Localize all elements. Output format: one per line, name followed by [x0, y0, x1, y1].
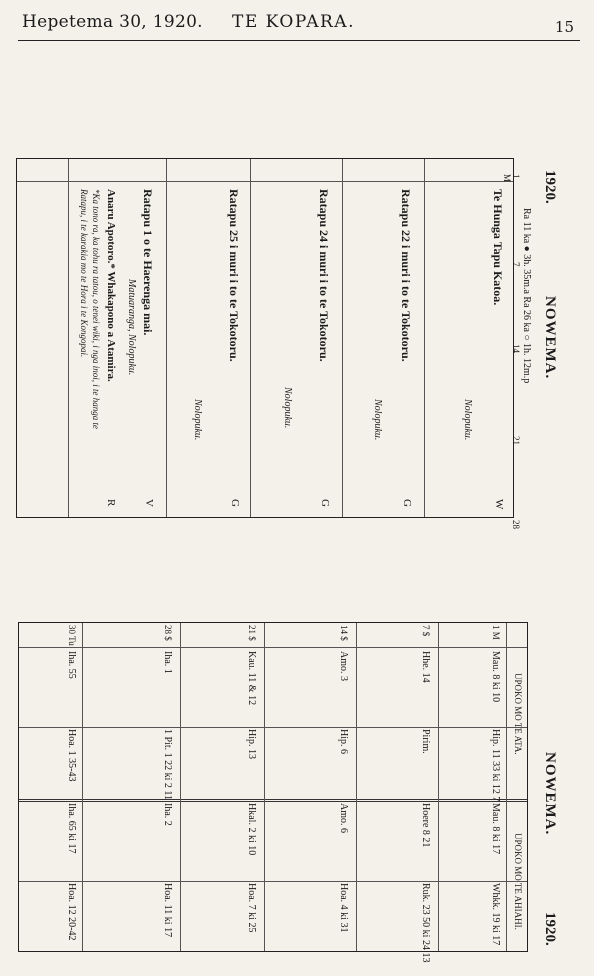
cal2-year: 1920. — [542, 912, 558, 946]
cal2-cell: Pirim. — [420, 729, 431, 754]
cal2-week-rule — [82, 623, 83, 951]
cal1-year: 1920. — [542, 170, 558, 204]
calendar-church-upper — [16, 158, 558, 518]
cal2-day: 14 $ — [339, 625, 349, 641]
cal2-cell: Hoa. 11 ki 17 — [162, 883, 173, 938]
cal2-col-divider — [19, 799, 527, 802]
cal2-cell: Hhe. 14 — [420, 651, 431, 683]
cal1-frame — [16, 158, 514, 518]
cal2-cell: Hip. 11 33 ki 12 7 — [490, 729, 501, 802]
cal2-week-rule — [356, 623, 357, 951]
cal2-cell: Hip. 6 — [338, 729, 349, 754]
cal2-cell: Hip. 13 — [246, 729, 257, 759]
day-number: 28 — [511, 520, 521, 529]
cal2-cell: Amo. 3 — [338, 651, 349, 681]
cal2-frame — [18, 622, 528, 963]
cal2-col-divider — [19, 727, 527, 728]
cal1-month: NOWEMA. — [542, 296, 558, 380]
cal2-col-divider — [19, 881, 527, 882]
cal1-entry: Nolopuku. — [372, 399, 383, 441]
cal2-heading-morning: UPOKO MO TE ATA. — [513, 673, 523, 755]
cal1-color: V — [143, 499, 155, 507]
running-head-date: Hepetema 30, 1920. — [22, 12, 203, 32]
cal1-day-list — [501, 172, 523, 532]
cal2-day: 30 Tu — [67, 625, 77, 646]
cal1-color: R — [105, 499, 117, 507]
cal1-entry: Ratapu 25 i muri i to te Tokotoru. — [227, 189, 241, 362]
cal1-entry: Nolopuku. — [282, 387, 293, 429]
cal2-day: 21 $ — [247, 625, 257, 641]
cal1-moon-phases: Ra 11 ka ● 3h. 35m.a Ra 26 ka ○ 1h. 12m.p — [521, 208, 532, 384]
cal1-week-rule — [424, 159, 425, 517]
cal2-week-rule — [264, 623, 265, 951]
cal1-color: G — [229, 499, 241, 507]
cal2-cell: Hoere 8 21 — [420, 803, 431, 848]
cal2-cell: Iha. 55 — [66, 651, 77, 679]
cal2-cell: Mau. 8 ki 17 — [490, 803, 501, 855]
cal2-cell: Kau. 11 & 12 — [246, 651, 257, 706]
cal2-cell: Whkk. 19 ki 17 — [490, 883, 501, 946]
day-number: 14 — [511, 344, 521, 353]
cal1-week-rule — [68, 159, 69, 517]
cal1-color: G — [319, 499, 331, 507]
header-rule — [18, 40, 580, 41]
cal1-entry: Anaru Apotoro.* Whakapono a Atamira. — [105, 189, 117, 382]
cal2-cell: Amo. 6 — [338, 803, 349, 833]
calendar-lessons-lower — [18, 622, 558, 963]
cal2-cell: Hoa. 4 ki 31 — [338, 883, 349, 933]
cal2-cell: Hoa. 7 ki 25 — [246, 883, 257, 933]
day-number: 21 — [511, 436, 521, 445]
day-number: 1 — [511, 174, 521, 179]
cal1-entry: Nolopuku. — [192, 399, 203, 441]
cal2-week-rule — [438, 623, 439, 951]
cal2-cell: Iha. 65 ki 17 — [66, 803, 77, 854]
cal2-month: NOWEMA. — [542, 752, 558, 836]
cal1-entry: Ratapu 22 i muri i to te Tokotoru. — [399, 189, 413, 362]
page-number: 15 — [554, 18, 574, 36]
cal2-day: 28 $ — [163, 625, 173, 641]
cal2-cell: 1 Pit. 1 22 ki 2 11 — [162, 729, 173, 801]
cal1-entry: Te Hunga Tapu Katoa. — [491, 189, 505, 306]
cal2-col-divider — [19, 647, 527, 648]
cal2-cell: Ruk. 23 50 ki 24 13 — [420, 883, 431, 963]
cal1-week-rule — [166, 159, 167, 517]
running-head-title: TE KOPARA. — [232, 12, 355, 32]
cal1-entry: Nolopuku. — [462, 399, 473, 441]
cal1-col-divider — [17, 181, 513, 182]
cal2-cell: Hkal. 2 ki 10 — [246, 803, 257, 856]
cal2-cell: Iha. 1 — [162, 651, 173, 674]
cal1-entry: Matuaranga, Nolopuku. — [126, 279, 137, 376]
cal1-entry: Ratapu 24 i muri i to te Tokotoru. — [317, 189, 331, 362]
cal1-week-rule — [250, 159, 251, 517]
cal2-head-rule — [506, 623, 507, 951]
cal1-color: W — [493, 499, 505, 510]
cal2-cell: Mau. 8 ki 10 — [490, 651, 501, 703]
cal2-week-rule — [180, 623, 181, 951]
cal2-day: 7 $ — [421, 625, 431, 637]
day-weekday: M — [502, 174, 512, 183]
cal2-cell: Iha. 2 — [162, 803, 173, 826]
cal1-footnote: *Ka tono ra, ka tohu ra tatou, o tenei wiki, i nga inoi, i te hanga te — [91, 189, 101, 429]
cal1-week-rule — [342, 159, 343, 517]
day-number: 7 — [511, 262, 521, 267]
cal2-heading-evening: UPOKO MO TE AHIAHI. — [513, 833, 523, 930]
cal2-day: 1 M — [491, 625, 501, 640]
cal1-color: G — [401, 499, 413, 507]
cal1-entry: Ratapu 1 o te Haerenga mai. — [141, 189, 155, 336]
cal1-footnote: Ratapu, i te karakia mo te Hora i te Kongopai. — [79, 189, 89, 358]
cal2-cell: Hoa. 1 35-43 — [66, 729, 77, 782]
cal2-cell: Hoa. 12 20-42 — [66, 883, 77, 941]
